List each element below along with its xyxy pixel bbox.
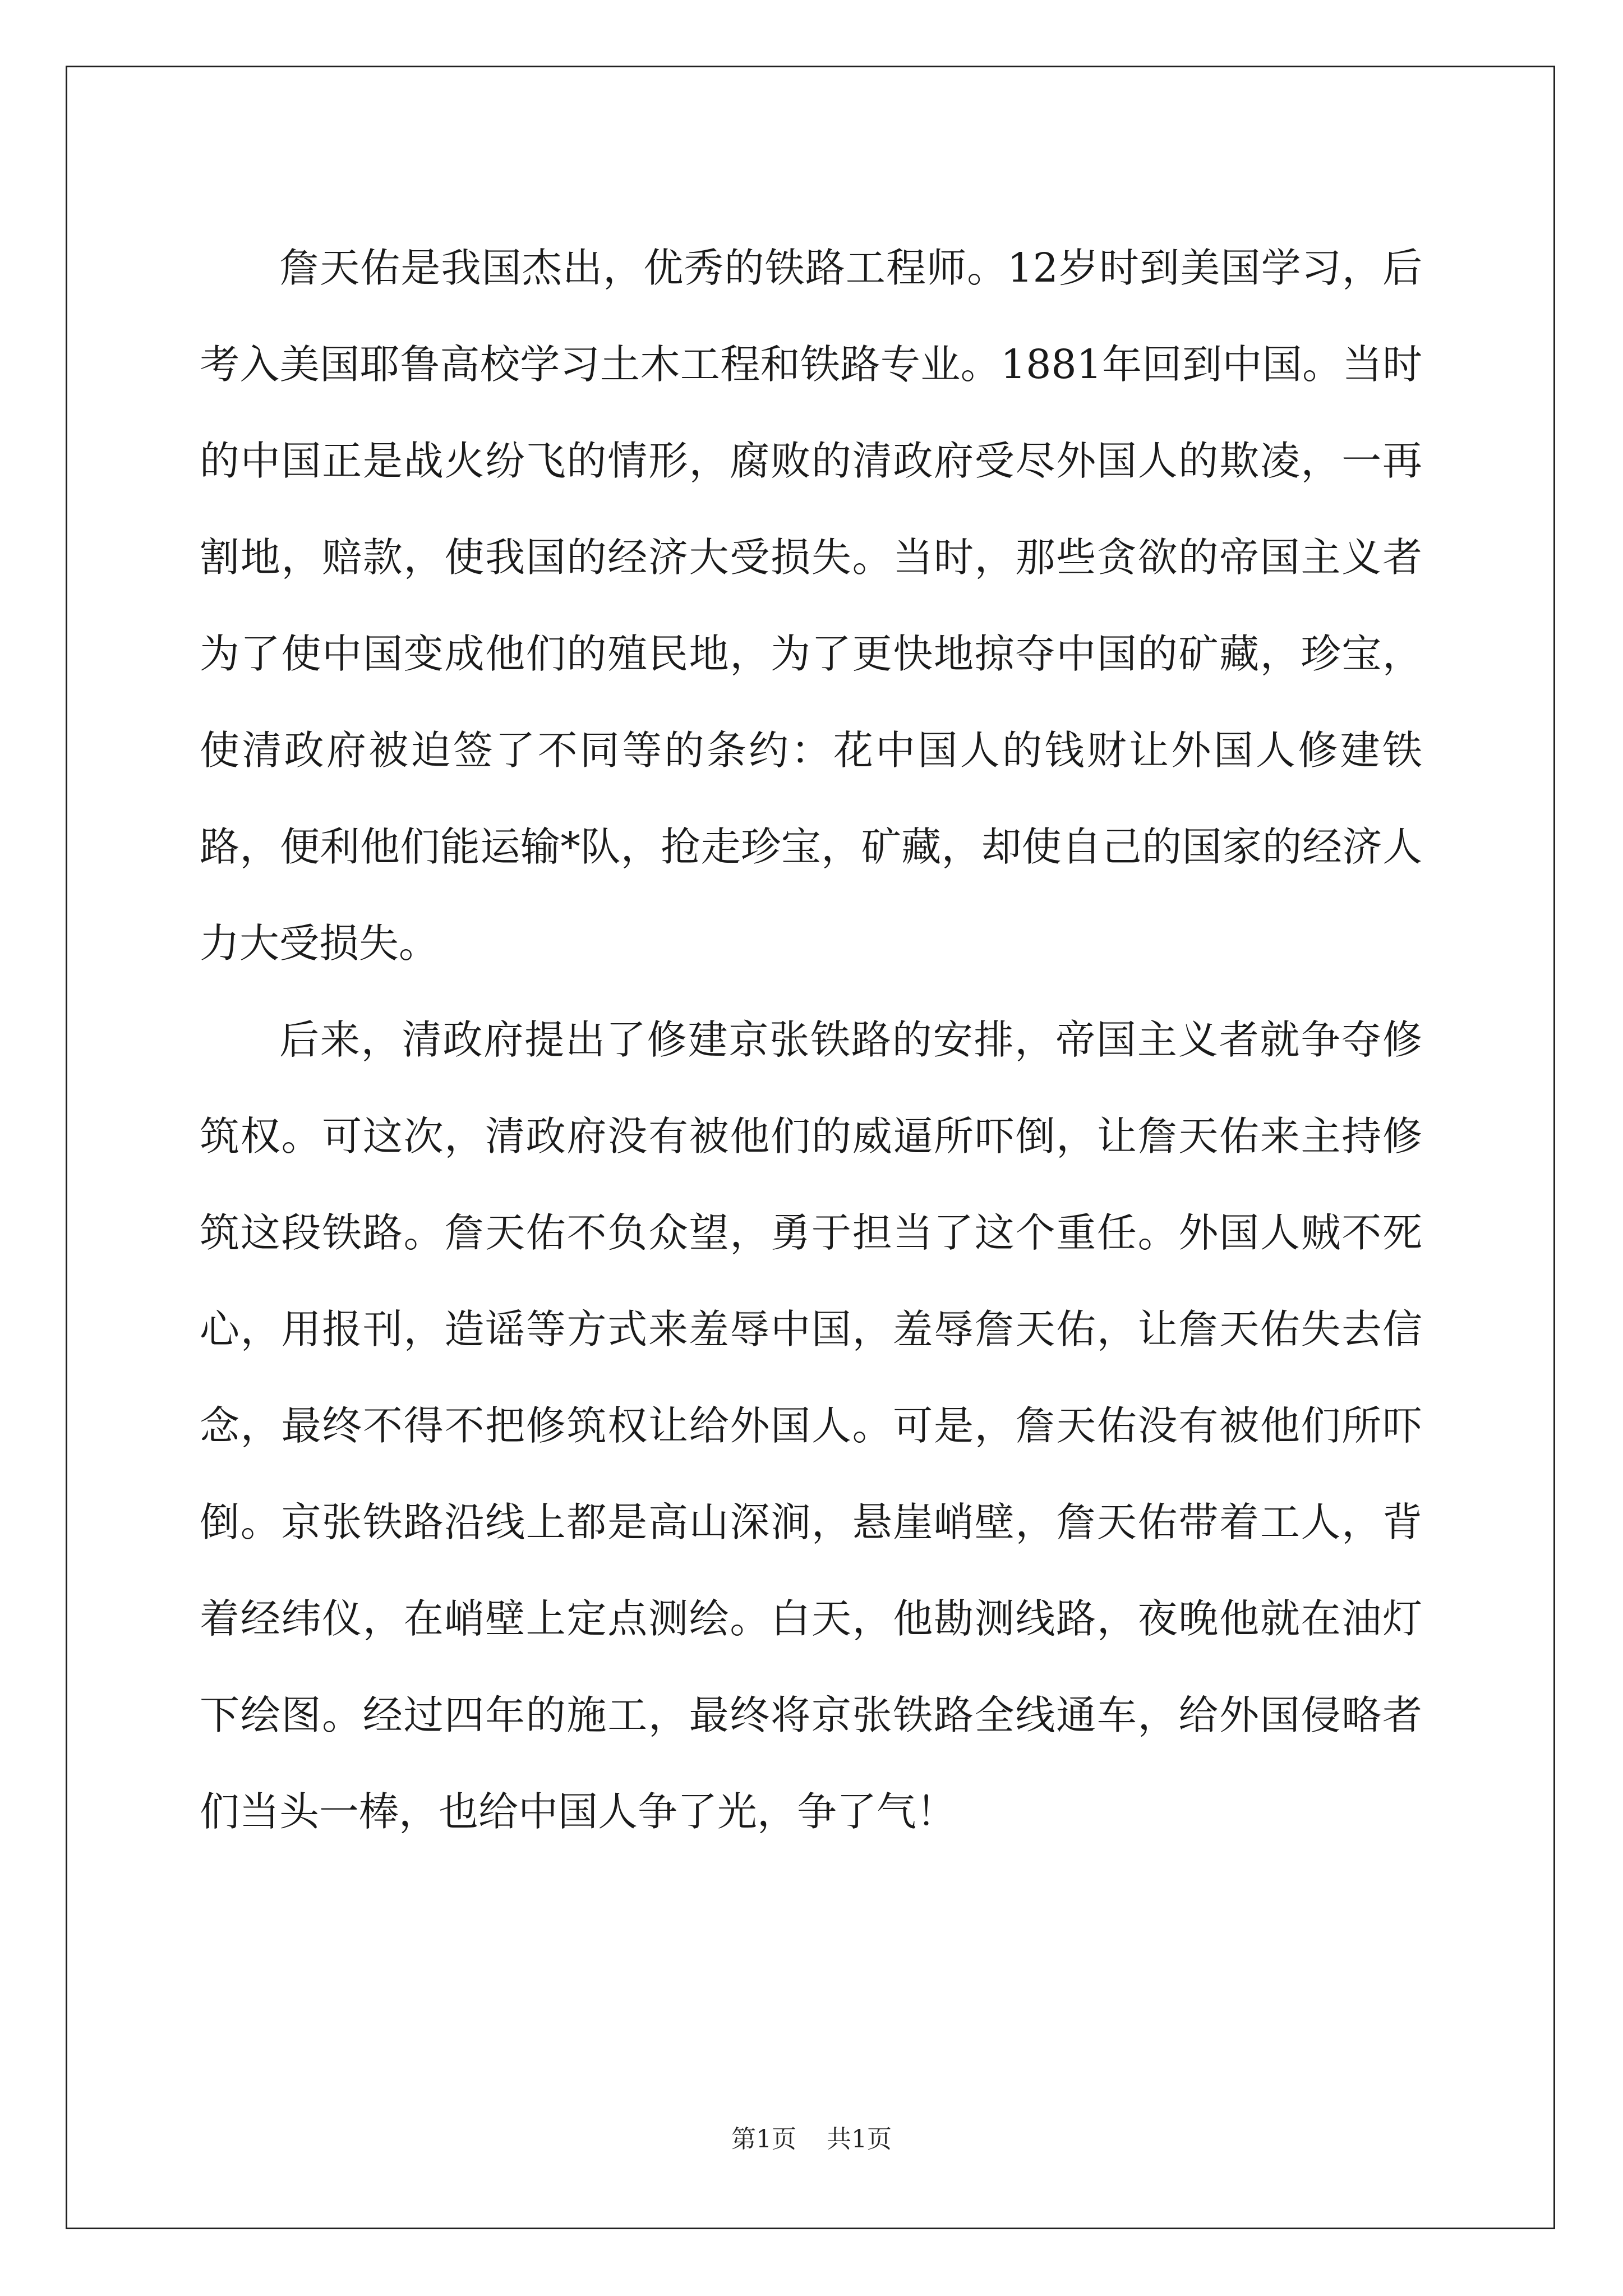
- document-body: [200, 220, 1422, 1860]
- paragraph-1: 詹天佑是我国杰出，优秀的铁路工程师。12岁时到美国学习，后考入美国耶鲁高校学习土木工程和铁路专业。1881年回到中国。当时的中国正是战火纷飞的情形，腐败的清政府受尽外国人的欺凌，一再割地，赔款，使我国的经济大受损失。当时，那些贪欲的帝国主义者为了使中国变成他们的殖民地，为了更快地掠夺中国的矿藏，珍宝，使清政府被迫签了不同等的条约：花中国人的钱财让外国人修建铁路，便利他们能运输*队，抢走珍宝，矿藏，却使自己的国家的经济人力大受损失。: [200, 245, 1422, 967]
- page-number: 第1页: [731, 2125, 796, 2154]
- page-total: 共1页: [827, 2125, 892, 2154]
- paragraph-2: 后来，清政府提出了修建京张铁路的安排，帝国主义者就争夺修筑权。可这次，清政府没有被他们的威逼所吓倒，让詹天佑来主持修筑这段铁路。詹天佑不负众望，勇于担当了这个重任。外国人贼不死心，用报刊，造谣等方式来羞辱中国，羞辱詹天佑，让詹天佑失去信念，最终不得不把修筑权让给外国人。可是，詹天佑没有被他们所吓倒。京张铁路沿线上都是高山深涧，悬崖峭壁，詹天佑带着工人，背着经纬仪，在峭壁上定点测绘。白天，他勘测线路，夜晚他就在油灯下绘图。经过四年的施工，最终将京张铁路全线通车，给外国侵略者们当头一棒，也给中国人争了光，争了气！: [200, 1016, 1422, 1835]
- page-footer: [0, 2124, 1623, 2155]
